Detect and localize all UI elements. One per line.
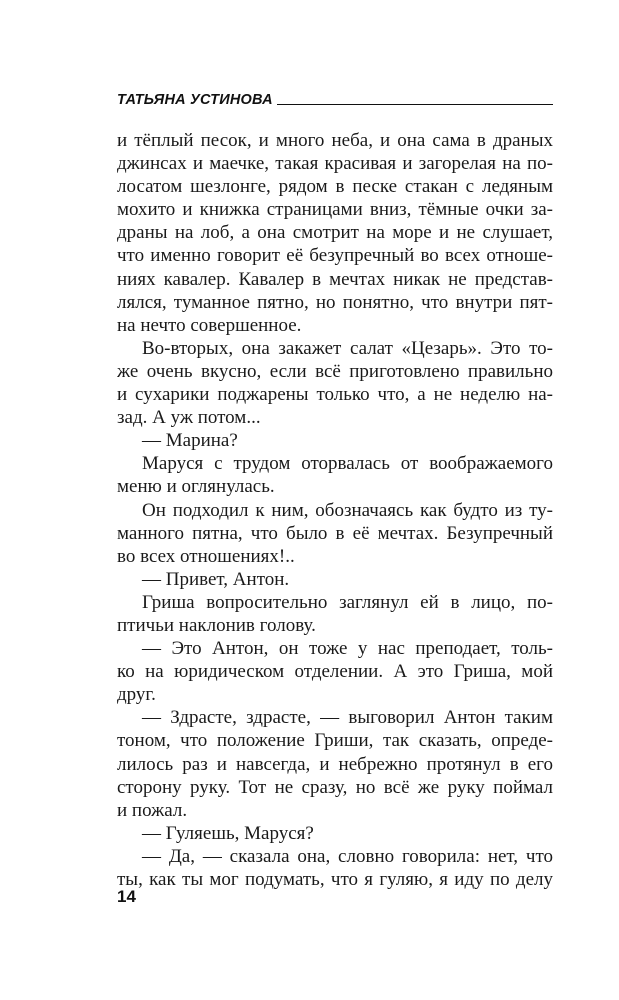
text-line: мохито и книжка страницами вниз, тёмные очки за-: [117, 199, 553, 221]
body-text: [117, 129, 553, 891]
text-line: ко на юридическом отделении. А это Гриша, мой: [117, 661, 553, 683]
text-line: Во-вторых, она закажет салат «Цезарь». Это то-: [142, 337, 553, 359]
text-line: лосатом шезлонге, рядом в песке стакан с ледяным: [117, 176, 553, 198]
text-line: и тёплый песок, и много неба, и она сама в драных: [117, 130, 553, 151]
text-line: зад. А уж потом...: [117, 407, 261, 429]
text-line: Маруся с трудом оторвалась от воображаемого: [142, 453, 553, 475]
text-line: джинсах и маечке, такая красивая и загорелая на по-: [117, 153, 553, 175]
text-line: лялся, туманное пятно, но понятно, что внутри пят-: [117, 291, 553, 313]
text-line: — Это Антон, он тоже у нас преподает, толь-: [142, 638, 553, 660]
text-line: во всех отношениях!..: [117, 545, 295, 567]
text-line: и сухарики поджарены только что, а не неделю на-: [117, 384, 553, 406]
text-line: Он подходил к ним, обозначаясь как будто из ту-: [142, 499, 553, 521]
text-line: ниях кавалер. Кавалер в мечтах никак не представ-: [117, 268, 553, 290]
text-line: на нечто совершенное.: [117, 314, 302, 336]
text-line: меню и оглянулась.: [117, 476, 275, 498]
text-line: тоном, что положение Гриши, так сказать, опреде-: [117, 730, 553, 752]
text-line: — Привет, Антон.: [142, 568, 290, 590]
text-line: и пожал.: [117, 799, 188, 821]
text-line: ты, как ты мог подумать, что я гуляю, я иду по делу: [117, 869, 553, 890]
running-header: [117, 91, 553, 113]
text-line: — Да, — сказала она, словно говорила: нет, что: [142, 845, 553, 867]
text-line: — Здрасте, здрасте, — выговорил Антон таким: [142, 707, 553, 729]
text-line: сторону руку. Тот не сразу, но всё же руку поймал: [117, 776, 553, 798]
author-name: ТАТЬЯНА УСТИНОВА: [117, 91, 277, 109]
text-line: — Марина?: [142, 430, 238, 452]
text-line: — Гуляешь, Маруся?: [142, 822, 314, 844]
text-line: друг.: [117, 684, 156, 706]
text-line: Гриша вопросительно заглянул ей в лицо, по-: [142, 591, 553, 613]
text-line: же очень вкусно, если всё приготовлено правильно: [117, 360, 553, 382]
text-line: манного пятна, что было в её мечтах. Безупречный: [117, 522, 553, 544]
page-number: 14: [117, 887, 136, 906]
text-line: что именно говорит её безупречный во всех отноше-: [117, 245, 553, 267]
text-line: драны на лоб, а она смотрит на море и не слушает,: [117, 222, 553, 244]
text-line: птичьи наклонив голову.: [117, 614, 316, 636]
text-line: лилось раз и навсегда, и небрежно протянул в его: [117, 753, 553, 775]
